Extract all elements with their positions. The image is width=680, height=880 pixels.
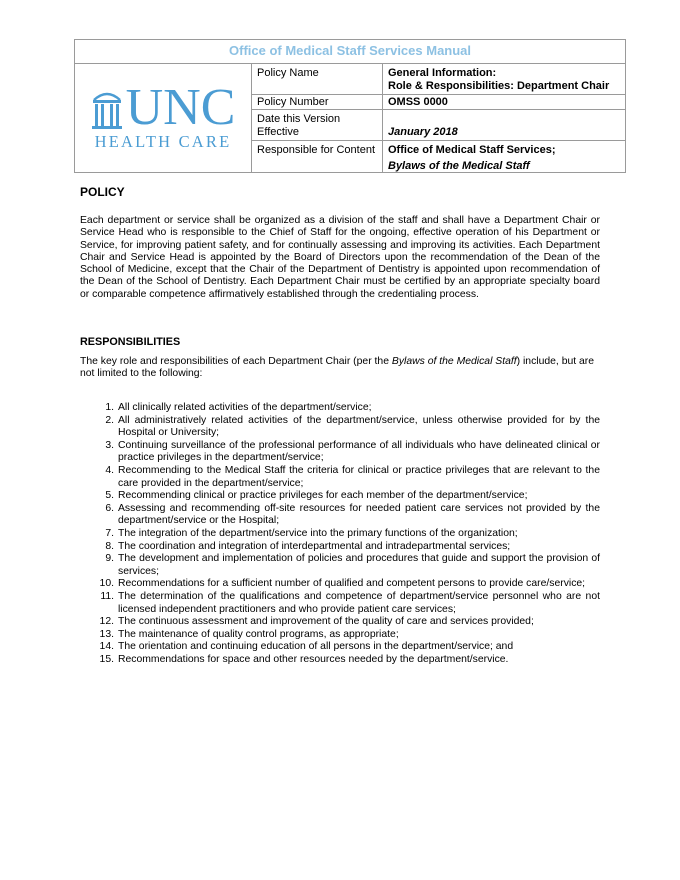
old-well-icon (91, 87, 123, 129)
logo-health-care-text: HEALTH CARE (94, 131, 232, 151)
list-item-number: 13. (99, 628, 114, 640)
list-item (80, 490, 600, 503)
policy-name-label: Policy Name (252, 64, 383, 95)
unc-health-care-logo (75, 64, 252, 173)
list-item-text: All administratively related activities of the department/service, unless otherwise provided for by the Hospital or University; (118, 414, 600, 439)
list-item (80, 578, 600, 591)
intro-text-before: The key role and responsibilities of each Department Chair (per the (80, 356, 392, 367)
list-item (80, 629, 600, 642)
responsible-value (383, 141, 626, 173)
policy-number-value: OMSS 0000 (383, 95, 626, 110)
list-item-text: The continuous assessment and improvement of the quality of care and services provided; (118, 616, 534, 628)
list-item-number: 15. (99, 653, 114, 665)
list-item-number: 14. (99, 641, 114, 653)
list-item (80, 465, 600, 490)
list-item-number: 11. (100, 590, 114, 602)
list-item-text: The determination of the qualifications and competence of department/service personnel who are not licensed independent practitioners and who provide patient care services; (118, 590, 600, 615)
list-item (80, 402, 600, 415)
policy-number-label: Policy Number (252, 95, 383, 110)
list-item-number: 7. (105, 527, 114, 539)
list-item-text: Recommending to the Medical Staff the criteria for clinical or practice privileges that are relevant to the care provided in the department/service; (118, 464, 600, 489)
responsibilities-heading: RESPONSIBILITIES (80, 336, 181, 348)
list-item (80, 591, 600, 616)
list-item-text: The integration of the department/service into the primary functions of the organization; (118, 527, 518, 539)
list-item (80, 440, 600, 465)
policy-name-line-1: General Information: (388, 67, 497, 79)
list-item-text: Recommendations for a sufficient number of qualified and competent persons to provide care/service; (118, 578, 586, 590)
list-item-text: Continuing surveillance of the professional performance of all individuals who have delineated clinical or practice privileges in the department/service; (118, 439, 600, 464)
list-item (80, 654, 600, 667)
list-item (80, 553, 600, 578)
list-item-number: 8. (105, 540, 114, 552)
manual-title: Office of Medical Staff Services Manual (75, 40, 626, 64)
list-item-text: All clinically related activities of the department/service; (118, 402, 372, 413)
list-item-number: 9. (105, 553, 114, 565)
list-item (80, 541, 600, 554)
list-item (80, 641, 600, 654)
logo-unc-text: UNC (125, 78, 236, 136)
list-item (80, 616, 600, 629)
list-item-number: 4. (105, 464, 114, 476)
list-item-text: The development and implementation of policies and procedures that guide and support the provision of services; (118, 553, 600, 577)
list-item-number: 12. (99, 616, 114, 628)
list-item-number: 6. (105, 502, 114, 514)
policy-name-value (383, 64, 626, 95)
responsible-line-1: Office of Medical Staff Services; (388, 144, 556, 156)
list-item-text: Recommending clinical or practice privileges for each member of the department/service; (118, 490, 528, 502)
list-item-text: The maintenance of quality control programs, as appropriate; (118, 628, 399, 640)
list-item-text: The orientation and continuing education of all persons in the department/service; and (118, 641, 514, 653)
intro-bylaws-reference: Bylaws of the Medical Staff (391, 356, 517, 367)
list-item (80, 415, 600, 440)
policy-heading: POLICY (80, 185, 125, 199)
date-effective-value: January 2018 (383, 110, 626, 141)
intro-text-after: ) include, but are not limited to the following: (80, 356, 595, 380)
policy-paragraph: Each department or service shall be organized as a division of the staff and shall have a Department Chair or Service Head who is responsible to the Chief of Staff for the ongoing, effective operation of his Department or Service, for improving patient safety, and for continually assessing and improving its activities. Each Department Chair and Service Head is appointed by the Board of Directors upon the recommendation of the Dean of the School of Medicine, except that the Chair of the Department of Dentistry is appointed upon recommendation of the Dean of the School of Dentistry. Each Department Chair must be certified by an appropriate specialty board or comparable competence affirmatively established through the credentialing process. (80, 215, 600, 300)
policy-header-table (74, 39, 626, 173)
list-item-number: 1. (105, 402, 114, 413)
policy-name-line-2: Role & Responsibilities: Department Chair (388, 79, 610, 92)
list-item-text: The coordination and integration of interdepartmental and intradepartmental services; (118, 540, 511, 552)
list-item-number: 2. (105, 414, 114, 426)
responsibilities-intro (80, 356, 602, 381)
date-effective-label: Date this Version Effective (252, 110, 383, 141)
responsible-label: Responsible for Content (252, 141, 383, 173)
list-item-number: 10. (99, 578, 114, 590)
list-item (80, 528, 600, 541)
list-item-number: 3. (105, 439, 114, 451)
list-item-number: 5. (105, 490, 114, 502)
list-item-text: Recommendations for space and other resources needed by the department/service. (118, 653, 509, 665)
list-item-text: Assessing and recommending off-site resources for needed patient care services not provided by the department/service or the Hospital; (118, 502, 600, 527)
responsibilities-list (80, 402, 600, 666)
responsible-line-2: Bylaws of the Medical Staff (388, 159, 530, 172)
list-item (80, 503, 600, 528)
